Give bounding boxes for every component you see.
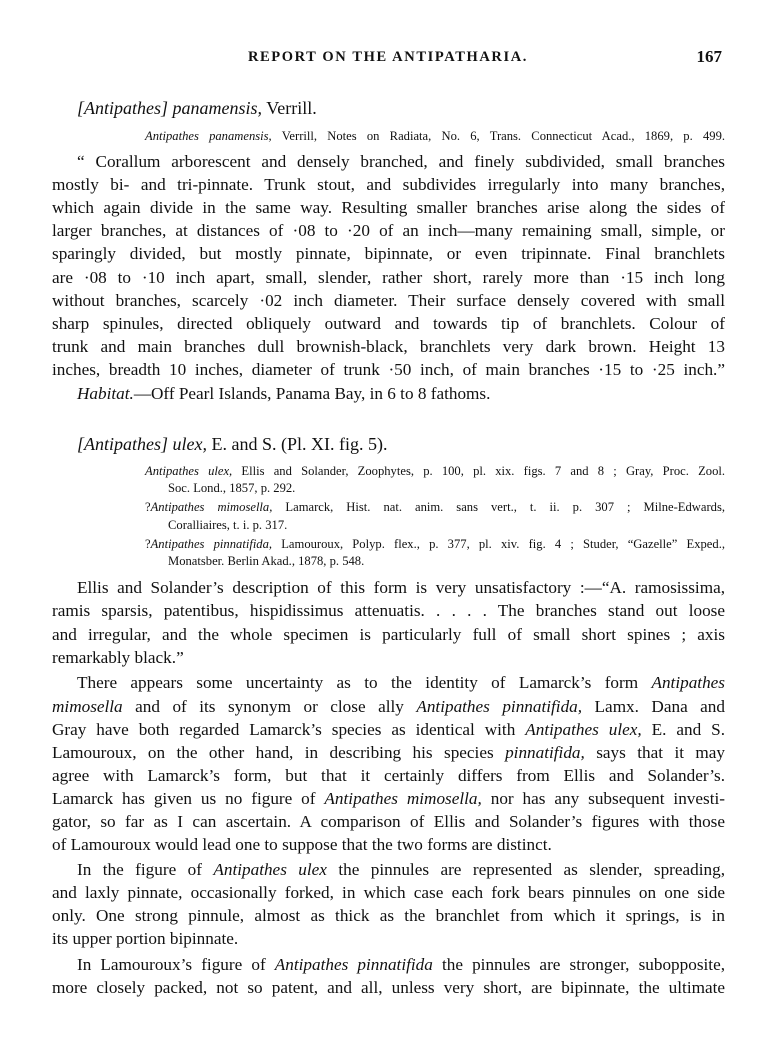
- body-line: its upper portion bipinnate.: [52, 929, 239, 948]
- body-line: Ellis and Solander’s description of this form is very unsatisfactory :—“A. ramosissima,: [77, 578, 725, 597]
- quote-line: sharp spinules, directed obliquely outward and towards tip of branchlets. Colour of: [52, 314, 725, 333]
- habitat-line: [77, 383, 490, 405]
- synonym-reference: Ellis and Solander, Zoophytes, p. 100, pl. xix. figs. 7 and 8 ; Gray, Proc. Zool.: [241, 464, 726, 478]
- bracket-open: [: [77, 434, 85, 454]
- quote-line: which again divide in the same way. Resulting smaller branches arise along the sides of: [52, 198, 725, 217]
- species-heading-ulex: [77, 433, 388, 455]
- synonym-reference: Lamarck, Hist. nat. anim. sans vert., t. ii. p. 307 ; Milne-Edwards,: [285, 500, 725, 514]
- page-header: [0, 47, 776, 71]
- quote-line: trunk and main branches dull brownish-black, branchlets very dark brown. Height 13: [52, 337, 725, 356]
- synonym-reference: Verrill, Notes on Radiata, No. 6, Trans. Connecticut Acad., 1869, p. 499.: [281, 129, 726, 143]
- species-heading-panamensis: [77, 97, 317, 119]
- body-line: of Lamouroux would lead one to suppose that the two forms are distinct.: [52, 835, 552, 854]
- body-line: Lamarck has given us no figure of Antipathes mimosella, nor has any subsequent investi-: [52, 789, 725, 808]
- quote-line: sparingly divided, but mostly pinnate, bipinnate, or even tripinnate. Final branchlets: [52, 244, 725, 263]
- synonym-line: [145, 128, 725, 145]
- quote-line: are ·08 to ·10 inch apart, small, slender, rather short, rarely more than ·15 inch long: [52, 268, 725, 287]
- query-mark: ?: [145, 537, 151, 551]
- body-line: mimosella and of its synonym or close ally Antipathes pinnatifida, Lamx. Dana and: [52, 697, 725, 716]
- synonym-reference: Lamouroux, Polyp. flex., p. 377, pl. xiv. fig. 4 ; Studer, “Gazelle” Exped.,: [281, 537, 725, 551]
- synonym-name: Antipathes mimosella,: [150, 500, 273, 514]
- quote-line: “ Corallum arborescent and densely branched, and finely subdivided, small branches: [77, 152, 725, 171]
- body-line: and irregular, and the whole specimen is particularly full of small short spines ; axis: [52, 625, 725, 644]
- genus-name: Antipathes: [84, 98, 162, 118]
- quote-line: inches, breadth 10 inches, diameter of trunk ·50 inch, of main branches ·15 to ·25 inch.”: [52, 360, 725, 379]
- body-line: Gray have both regarded Lamarck’s species as identical with Antipathes ulex, E. and S.: [52, 720, 725, 739]
- body-line: Lamouroux, on the other hand, in describing his species pinnatifida, says that it may: [52, 743, 725, 762]
- species-name: ulex,: [172, 434, 208, 454]
- synonym-reference-cont: Coralliaires, t. i. p. 317.: [168, 518, 288, 532]
- body-line: There appears some uncertainty as to the identity of Lamarck’s form Antipathes: [77, 673, 725, 692]
- body-line: In Lamouroux’s figure of Antipathes pinnatifida the pinnules are stronger, subopposite,: [77, 955, 725, 974]
- body-line: remarkably black.”: [52, 648, 184, 667]
- body-line: only. One strong pinnule, almost as thick as the branchlet from which it springs, is in: [52, 906, 725, 925]
- bracket-open: [: [77, 98, 85, 118]
- synonym-reference-cont: Soc. Lond., 1857, p. 292.: [168, 481, 296, 495]
- page-number: 167: [696, 47, 722, 66]
- body-line: gator, so far as I can ascertain. A comparison of Ellis and Solander’s figures with those: [52, 812, 725, 831]
- synonym-name: Antipathes pinnatifida,: [150, 537, 273, 551]
- body-line: and laxly pinnate, occasionally forked, in which case each fork bears pinnules on one side: [52, 883, 725, 902]
- authority: E. and S. (Pl. XI. fig. 5).: [211, 434, 388, 454]
- synonym-line: [145, 463, 725, 480]
- query-mark: ?: [145, 500, 151, 514]
- synonym-reference-cont: Monatsber. Berlin Akad., 1878, p. 548.: [168, 554, 365, 568]
- body-line: In the figure of Antipathes ulex the pinnules are represented as slender, spreading,: [77, 860, 725, 879]
- body-line: agree with Lamarck’s form, but that it certainly differs from Ellis and Solander’s.: [52, 766, 725, 785]
- habitat-label: Habitat.: [77, 384, 134, 403]
- quote-line: larger branches, at distances of ·08 to ·20 of an inch—many remaining small, simple, or: [52, 221, 725, 240]
- synonym-name: Antipathes panamensis,: [145, 129, 272, 143]
- genus-name: Antipathes: [84, 434, 162, 454]
- quote-line: without branches, scarcely ·02 inch diameter. Their surface densely covered with small: [52, 291, 725, 310]
- synonym-line: [145, 536, 725, 553]
- running-head: REPORT ON THE ANTIPATHARIA.: [247, 49, 529, 65]
- body-line: ramis sparsis, patentibus, hispidissimus attenuatis. . . . . The branches stand out loose: [52, 601, 725, 620]
- body-line: more closely packed, not so patent, and all, unless very short, are bipinnate, the ultimate: [52, 978, 725, 997]
- bracket-close: ]: [161, 98, 169, 118]
- habitat-text: —Off Pearl Islands, Panama Bay, in 6 to 8 fathoms.: [133, 384, 491, 403]
- synonym-name: Antipathes ulex,: [145, 464, 233, 478]
- quote-line: mostly bi- and tri-pinnate. Trunk stout, and subdivides irregularly into many branches,: [52, 175, 725, 194]
- species-name: panamensis,: [172, 98, 263, 118]
- bracket-close: ]: [161, 434, 169, 454]
- synonym-line: [145, 499, 725, 516]
- authority: Verrill.: [266, 98, 317, 118]
